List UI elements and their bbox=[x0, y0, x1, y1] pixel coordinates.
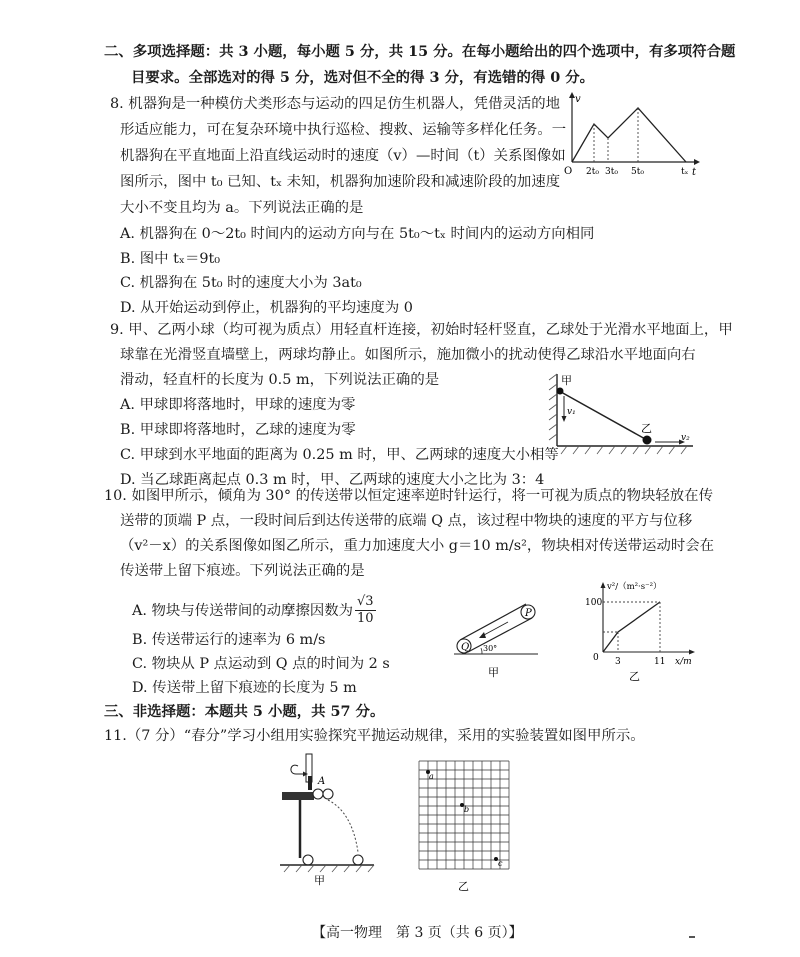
q8-graph-x-label: t bbox=[692, 167, 697, 178]
q11-label-a: A bbox=[318, 776, 326, 787]
q11-trajectory bbox=[328, 800, 358, 852]
q11-apparatus-figure bbox=[270, 752, 382, 888]
q8-graph-t-arrow bbox=[694, 159, 700, 165]
q10-stem-line-1: 10. 如图甲所示，倾角为 30° 的传送带以恒定速率逆时针运行，将一可视为质点的物块轻放在传 bbox=[104, 488, 713, 504]
section2-heading: 二、多项选择题：共 3 小题，每小题 5 分，共 15 分。在每小题给出的四个选项中，有多项符合题 bbox=[104, 43, 736, 60]
q11-grid-figure bbox=[416, 758, 522, 894]
q10-option-d: D. 传送带上留下痕迹的长度为 5 m bbox=[132, 680, 357, 696]
section2-heading-cont: 目要求。全部选对的得 5 分，选对但不全的得 3 分，有选错的得 0 分。 bbox=[131, 69, 595, 86]
q9-v1-arrowhead bbox=[562, 416, 567, 422]
q9-ball-jia bbox=[557, 388, 564, 395]
q8-graph-tick-5t0: 5t₀ bbox=[631, 167, 644, 177]
q9-option-c: C. 甲球到水平地面的距离为 0.25 m 时，甲、乙两球的速度大小相等 bbox=[120, 447, 559, 463]
q9-label-jia: 甲 bbox=[561, 374, 572, 387]
q9-rod-figure bbox=[545, 370, 695, 458]
q9-ball-yi bbox=[643, 436, 652, 445]
q10-fraction-numerator: √3 bbox=[357, 594, 374, 609]
q11-caption-jia: 甲 bbox=[314, 874, 325, 887]
q9-label-v1: v₁ bbox=[567, 407, 576, 417]
q8-option-b: B. 图中 tₓ＝9t₀ bbox=[120, 251, 221, 267]
q8-option-c: C. 机器狗在 5t₀ 时的速度大小为 3at₀ bbox=[120, 275, 362, 291]
q10-caption-jia: 甲 bbox=[488, 666, 499, 679]
q8-graph-tick-2t0: 2t₀ bbox=[586, 167, 599, 177]
q10-v2-x-graph bbox=[585, 580, 700, 684]
q11-caption-yi: 乙 bbox=[458, 880, 469, 893]
q11-ball-b bbox=[323, 789, 333, 799]
q8-graph-origin: O bbox=[564, 166, 573, 177]
q9-option-d: D. 当乙球距离起点 0.3 m 时，甲、乙两球的速度大小之比为 3：4 bbox=[120, 472, 545, 488]
q8-graph-y-label: v bbox=[575, 94, 581, 105]
page-footer: 【高一物理 第 3 页（共 6 页）】 bbox=[312, 925, 523, 941]
q8-graph-curve bbox=[572, 108, 686, 162]
q8-graph-tick-3t0: 3t₀ bbox=[605, 167, 618, 177]
q9-stem-line-3: 滑动，轻直杆的长度为 0.5 m，下列说法正确的是 bbox=[120, 372, 440, 388]
q10-stem-line-3: （v²－x）的关系图像如图乙所示，重力加速度大小 g＝10 m/s²，物块相对传送带运动时会在 bbox=[120, 538, 715, 554]
q11-stem: 11.（7 分）“春分”学习小组用实验探究平抛运动规律，采用的实验装置如图甲所示。 bbox=[104, 728, 645, 744]
q8-stem-line-3: 机器狗在平直地面上沿直线运动时的速度（v）—时间（t）关系图像如 bbox=[120, 148, 566, 164]
q8-option-d: D. 从开始运动到停止，机器狗的平均速度为 0 bbox=[120, 300, 413, 316]
q10-conveyor-figure bbox=[448, 598, 548, 680]
q11-striker bbox=[308, 776, 312, 790]
q10-graph-origin: 0 bbox=[593, 653, 599, 663]
q10-belt-top bbox=[460, 604, 526, 640]
q10-label-angle: 30° bbox=[483, 644, 498, 653]
q8-option-a: A. 机器狗在 0～2t₀ 时间内的运动方向与在 5t₀～tₓ 时间内的运动方向相同 bbox=[120, 226, 595, 242]
q10-stem-line-4: 传送带上留下痕迹。下列说法正确的是 bbox=[120, 563, 365, 579]
q10-graph-y-label: v²/（m²·s⁻²） bbox=[607, 582, 662, 592]
q9-stem-line-1: 9. 甲、乙两小球（均可视为质点）用轻直杆连接，初始时轻杆竖直，乙球处于光滑水平地面上，甲 bbox=[110, 322, 733, 338]
q11-platform bbox=[282, 792, 314, 800]
q10-option-c: C. 物块从 P 点运动到 Q 点的时间为 2 s bbox=[132, 656, 390, 672]
q10-stem-line-2: 送带的顶端 P 点，一段时间后到达传送带的底端 Q 点，该过程中物块的速度的平方与位移 bbox=[120, 513, 693, 529]
q10-graph-y-arrow bbox=[601, 582, 606, 588]
q9-label-yi: 乙 bbox=[641, 422, 652, 435]
q11-ball-a bbox=[313, 789, 323, 799]
q10-option-a-text: A. 物块与传送带间的动摩擦因数为 bbox=[132, 602, 354, 619]
q9-stem-line-2: 球靠在光滑竖直墙壁上，两球均静止。如图所示，施加微小的扰动使得乙球沿水平地面向右 bbox=[120, 347, 696, 363]
q10-label-p: P bbox=[525, 608, 532, 619]
q10-belt-bottom bbox=[468, 618, 532, 652]
q10-graph-x-arrow bbox=[689, 650, 695, 655]
q11-label-point-a: a bbox=[429, 772, 434, 781]
q9-label-v2: v₂ bbox=[681, 433, 690, 443]
q10-motion-arrowhead bbox=[479, 632, 486, 638]
section3-heading: 三、非选择题：本题共 5 小题，共 57 分。 bbox=[104, 703, 385, 720]
q8-graph-tick-tx: tₓ bbox=[681, 167, 689, 177]
q10-graph-line bbox=[603, 602, 660, 652]
q10-graph-x-tick-11: 11 bbox=[654, 657, 666, 667]
q8-stem-line-2: 形适应能力，可在复杂环境中执行巡检、搜救、运输等多样化任务。一 bbox=[120, 122, 567, 138]
q10-option-a bbox=[132, 594, 376, 627]
q8-stem-line-1: 8. 机器狗是一种模仿犬类形态与运动的四足仿生机器人，凭借灵活的地 bbox=[110, 96, 561, 112]
q11-label-point-c: c bbox=[498, 859, 503, 868]
q10-label-q: Q bbox=[461, 642, 470, 653]
q8-velocity-time-graph bbox=[560, 90, 700, 180]
q11-ball-landed-a bbox=[303, 855, 313, 865]
q10-fraction-denominator: 10 bbox=[357, 611, 374, 626]
q10-graph-x-label: x/m bbox=[675, 657, 692, 667]
q9-option-b: B. 甲球即将落地时，乙球的速度为零 bbox=[120, 422, 356, 438]
q11-label-point-b: b bbox=[464, 805, 470, 814]
q8-stem-line-5: 大小不变且均为 a。下列说法正确的是 bbox=[120, 200, 364, 216]
q10-graph-y-tick-100: 100 bbox=[585, 598, 603, 608]
q10-option-b: B. 传送带运行的速率为 6 m/s bbox=[132, 632, 326, 648]
q10-graph-x-tick-3: 3 bbox=[615, 657, 621, 667]
q10-caption-yi: 乙 bbox=[629, 670, 640, 683]
q9-option-a: A. 甲球即将落地时，甲球的速度为零 bbox=[120, 397, 356, 413]
q8-stem-line-4: 图所示，图中 t₀ 已知、tₓ 未知，机器狗加速阶段和减速阶段的加速度 bbox=[120, 174, 561, 190]
q11-ball-landed-b bbox=[353, 855, 363, 865]
q10-angle-arc bbox=[481, 648, 482, 654]
q10-option-a-fraction bbox=[355, 594, 376, 627]
footer-mark bbox=[689, 936, 695, 938]
